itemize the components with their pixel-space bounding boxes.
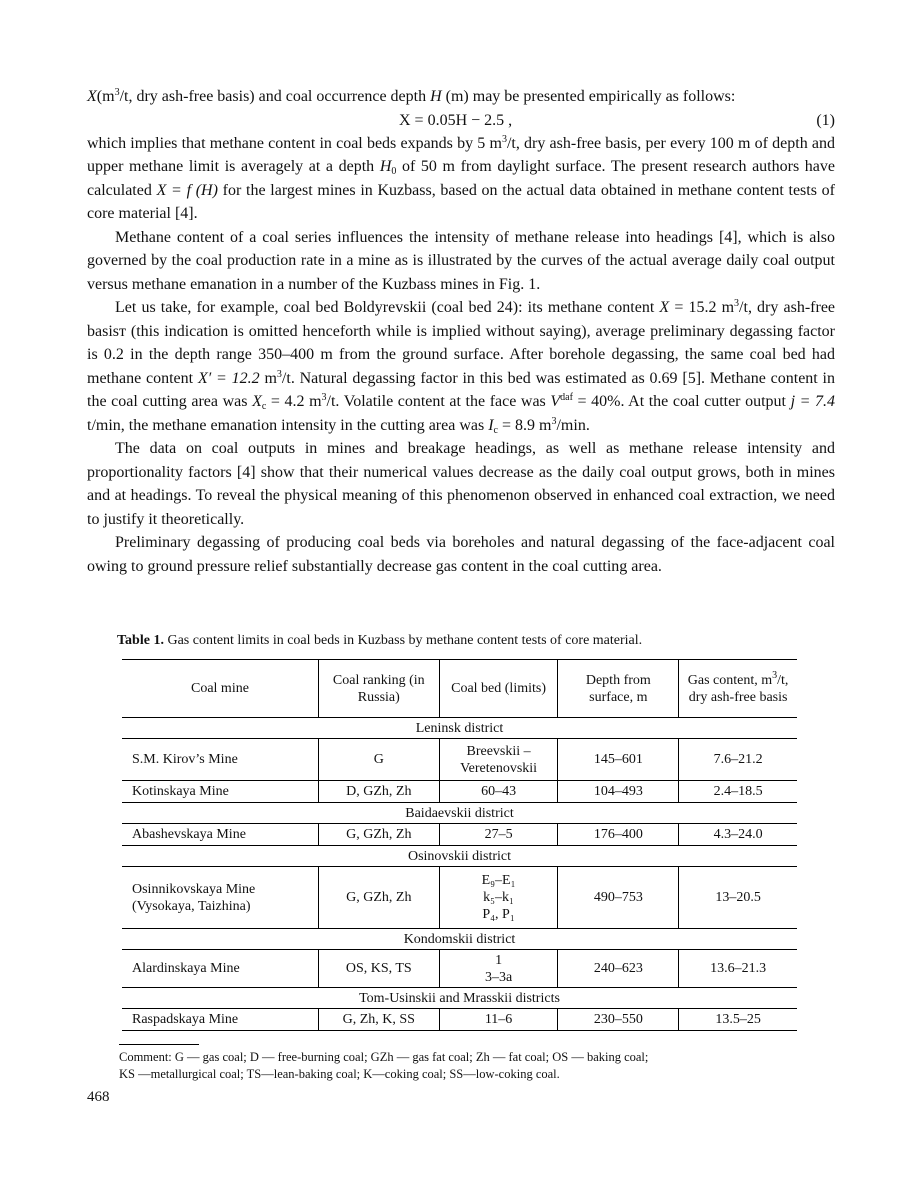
- cell-mine: Raspadskaya Mine: [122, 1009, 318, 1031]
- cell-ranking: D, GZh, Zh: [318, 781, 439, 803]
- district-row: Kondomskii district: [122, 929, 797, 950]
- table-comment: Comment: G — gas coal; D — free-burning coal; GZh — gas fat coal; Zh — fat coal; OS — baking coal; KS —metallurgical coal; TS—lean-baking coal; K—coking coal; SS—low-coking coal.: [119, 1050, 649, 1081]
- article-body: [87, 85, 835, 578]
- header-coal-mine: Coal mine: [122, 660, 318, 718]
- cell-bed: 60–43: [439, 781, 558, 803]
- page-number: 468: [87, 1089, 110, 1105]
- paragraph-5: Preliminary degassing of producing coal beds via boreholes and natural degassing of the face-adjacent coal owing to ground pressure relief substantially decrease gas content in the coal cutting area.: [87, 534, 835, 575]
- header-coal-ranking: Coal ranking (in Russia): [318, 660, 439, 718]
- table-row: [122, 1009, 797, 1031]
- cell-depth: 104–493: [558, 781, 679, 803]
- paragraph-3: Let us take, for example, coal bed Boldyrevskii (coal bed 24): its methane content X = 15.2 $m^3/t$, dry ash-free basisт (this indication is omitted henceforth while is implied without saying), average preliminary degassing factor is 0.2 in the depth range 350–400 m from the ground surface. After borehole degassing, the same coal bed had methane content X′ = 12.2 $m^3/t$. Natural degassing factor in this bed was estimated as 0.69 [5]. Methane content in the coal cutting area was $X_c = 4.2$ $m^3/t$. Volatile content at the face was $V^{daf} = 40\%$. At the coal cutter output j = 7.4 t/min, the methane emanation intensity in the cutting area was $I_c = 8.9$ $m^3/\min$.: [87, 298, 836, 436]
- paragraph-1: which implies that methane content in coal beds expands by 5 $m^3/t$, dry ash-free basis, per every 100 m of depth and upper methane limit is averagely at a depth $H_0$ of 50 m from daylight surface. The present research authors have calculated X = f (H) for the largest mines in Kuzbass, based on the actual data obtained in methane content tests of core material [4].: [87, 133, 836, 222]
- cell-mine: Kotinskaya Mine: [122, 781, 318, 803]
- cell-gas: 4.3–24.0: [679, 824, 797, 846]
- cell-mine: S.M. Kirov’s Mine: [122, 739, 318, 781]
- cell-depth: 145–601: [558, 739, 679, 781]
- header-coal-bed: Coal bed (limits): [439, 660, 558, 718]
- cell-depth: 176–400: [558, 824, 679, 846]
- cell-ranking: G, GZh, Zh: [318, 867, 439, 929]
- district-row: Leninsk district: [122, 718, 797, 739]
- equation-number: (1): [816, 111, 835, 129]
- cell-depth: 230–550: [558, 1009, 679, 1031]
- table-caption: Table 1. Gas content limits in coal beds in Kuzbass by methane content tests of core material.: [117, 633, 643, 648]
- cell-depth: 240–623: [558, 950, 679, 988]
- table-row: [122, 950, 797, 988]
- header-gas-content: Gas content, $m^3/t$, dry ash-free basis: [679, 660, 797, 718]
- district-row: Baidaevskii district: [122, 803, 797, 824]
- cell-ranking: G, GZh, Zh: [318, 824, 439, 846]
- cell-gas: 13.5–25: [679, 1009, 797, 1031]
- footnote-divider: [119, 1044, 199, 1045]
- cell-mine: Osinnikovskaya Mine (Vysokaya, Taizhina): [122, 867, 318, 929]
- equation-1: [87, 109, 835, 132]
- table-row: [122, 824, 797, 846]
- district-row: Tom-Usinskii and Mrasskii districts: [122, 988, 797, 1009]
- header-depth: Depth from surface, m: [558, 660, 679, 718]
- equation-formula: X = 0.05H − 2.5 ,: [399, 111, 513, 129]
- cell-bed: Breevskii – Veretenovskii: [439, 739, 558, 781]
- math-X: X: [87, 88, 97, 105]
- cell-gas: 7.6–21.2: [679, 739, 797, 781]
- gas-content-table: [122, 659, 797, 1031]
- paragraph-2: Methane content of a coal series influences the intensity of methane release into headings [4], which is also governed by the coal production rate in a mine as is illustrated by the curves of the actual average daily coal output versus methane emanation in a number of the Kuzbass mines in Fig. 1.: [87, 228, 835, 293]
- cell-ranking: OS, KS, TS: [318, 950, 439, 988]
- cell-bed: 1 3–3a: [439, 950, 558, 988]
- cell-gas: 13–20.5: [679, 867, 797, 929]
- paragraph-4: The data on coal outputs in mines and breakage headings, as well as methane release intensity and proportionality factors [4] show that their numerical values decrease as the daily coal output grows, both in mines and at headings. To reveal the physical meaning of this phenomenon observed in enhanced coal extraction, we need to justify it theoretically.: [87, 440, 835, 528]
- cell-ranking: G: [318, 739, 439, 781]
- cell-bed: E₉–E₁ k₅–k₁ P₄, P₁: [439, 867, 558, 929]
- table-header-row: [122, 660, 797, 718]
- cell-gas: 13.6–21.3: [679, 950, 797, 988]
- cell-mine: Alardinskaya Mine: [122, 950, 318, 988]
- cell-bed: 27–5: [439, 824, 558, 846]
- table-row: [122, 867, 797, 929]
- cell-ranking: G, Zh, K, SS: [318, 1009, 439, 1031]
- table-row: [122, 739, 797, 781]
- cell-gas: 2.4–18.5: [679, 781, 797, 803]
- cell-depth: 490–753: [558, 867, 679, 929]
- district-row: Osinovskii district: [122, 846, 797, 867]
- cell-bed: 11–6: [439, 1009, 558, 1031]
- cell-mine: Abashevskaya Mine: [122, 824, 318, 846]
- paragraph-0: $X(m^3/t$, dry ash-free basis) and coal occurrence depth H (m) may be presented empirically as follows:: [87, 87, 736, 105]
- table-row: [122, 781, 797, 803]
